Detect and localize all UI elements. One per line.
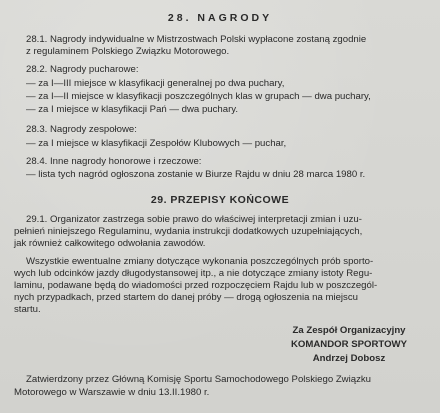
section-28-3-heading: 28.3. Nagrody zespołowe: [26,124,137,135]
section-29-title: 29. PRZEPISY KOŃCOWE [150,194,290,206]
signature-line-1: Za Zespół Organizacyjny [292,325,406,336]
section-29-1-line-1: 29.1. Organizator zastrzega sobie prawo do właściwej interpretacji zmian i uzu- [26,214,362,225]
section-29-1-line-3: jak również całkowitego odwołania zawodów. [14,238,206,249]
section-29-2-line-5: startu. [14,304,41,315]
section-28-2-heading: 28.2. Nagrody pucharowe: [26,64,139,75]
section-28-1-line-2: z regulaminem Polskiego Związku Motorowego. [26,46,230,57]
section-29-2-line-1: Wszystkie ewentualne zmiany dotyczące wykonania poszczególnych prób sporto- [26,256,374,267]
section-28-1-line-1: 28.1. Nagrody indywidualne w Mistrzostwach Polski wypłacone zostaną zgodnie [26,34,367,45]
section-28-title: 28. NAGRODY [167,12,273,24]
approval-line-2: Motorowego w Warszawie w dniu 13.II.1980 r. [14,387,210,398]
section-28-3-item-1: — za I miejsce w klasyfikacji Zespołów Klubowych — puchar, [26,138,287,149]
section-28-4-heading: 28.4. Inne nagrody honorowe i rzeczowe: [26,156,202,167]
section-28-2-item-1: — za I—III miejsce w klasyfikacji generalnej po dwa puchary, [26,78,285,89]
signature-line-2: KOMANDOR SPORTOWY [290,339,407,350]
section-28-4-item-1: — lista tych nagród ogłoszona zostanie w Biurze Rajdu w dniu 28 marca 1980 r. [26,169,366,180]
section-28-2-item-2: — za I—II miejsce w klasyfikacji poszczególnych klas w grupach — dwa puchary, [26,91,371,102]
section-29-2-line-3: laminu, podawane będą do wiadomości przed rozpoczęciem Rajdu lub w poszczegól- [14,280,378,291]
section-29-2-line-4: nych przypadkach, przed startem do danej próby — drogą ogłoszenia na miejscu [14,292,358,303]
section-29-2-line-2: wych lub odcinków jazdy długodystansowej itp., a nie dotyczące zmiany istoty Regu- [14,268,373,279]
section-28-2-item-3: — za I miejsce w klasyfikacji Pań — dwa puchary. [26,104,239,115]
approval-line-1: Zatwierdzony przez Główną Komisję Sportu Samochodowego Polskiego Związku [26,374,372,385]
signature-name: Andrzej Dobosz [312,353,386,364]
section-29-1-line-2: pełnień niniejszego Regulaminu, wydania instrukcji dodatkowych uzupełniających, [14,226,363,237]
